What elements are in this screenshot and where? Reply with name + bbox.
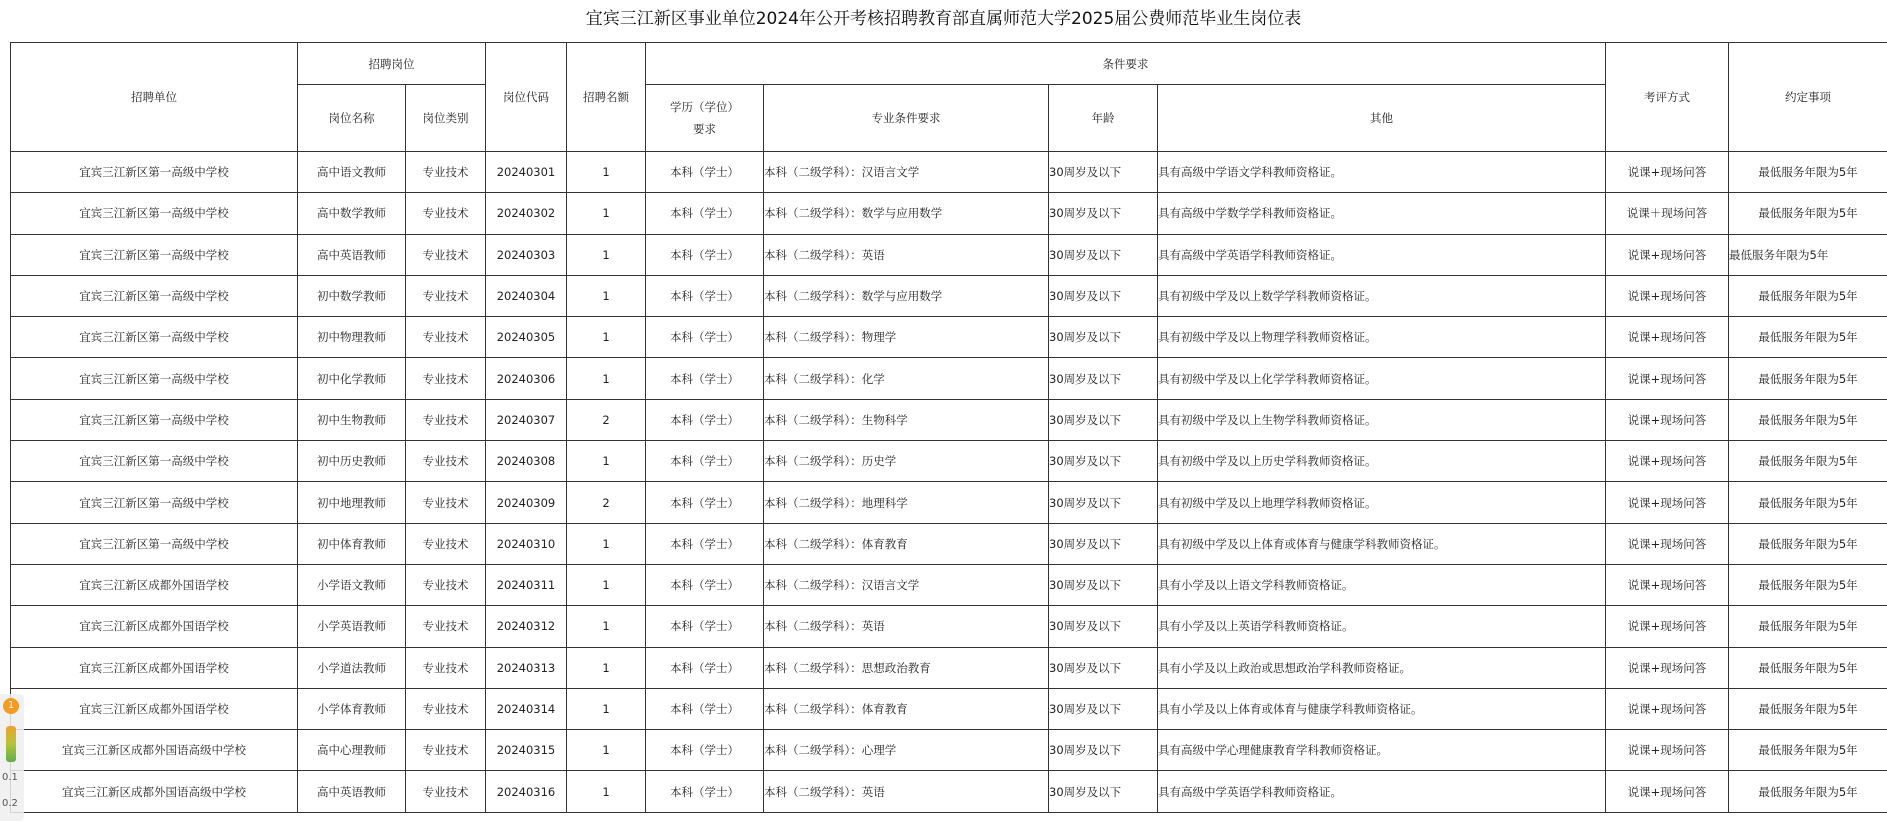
- cell-other: 具有初级中学及以上生物学科教师资格证。: [1158, 399, 1606, 440]
- cell-post-type: 专业技术: [406, 730, 486, 771]
- cell-other: 具有小学及以上政治或思想政治学科教师资格证。: [1158, 647, 1606, 688]
- cell-agreement: 最低服务年限为5年: [1729, 441, 1887, 482]
- cell-post-name: 初中地理教师: [298, 482, 406, 523]
- cell-age: 30周岁及以下: [1049, 771, 1158, 812]
- positions-table: [10, 42, 1887, 813]
- cell-quota: 1: [567, 234, 646, 275]
- level-bar-icon: [6, 726, 16, 762]
- cell-major: 本科（二级学科）：英语: [764, 234, 1049, 275]
- header-post-code: 岗位代码: [486, 43, 567, 152]
- cell-quota: 1: [567, 317, 646, 358]
- cell-post-code: 20240304: [486, 275, 567, 316]
- cell-unit: 宜宾三江新区成都外国语高级中学校: [11, 771, 298, 812]
- cell-major: 本科（二级学科）：体育教育: [764, 688, 1049, 729]
- table-row: [11, 275, 1887, 316]
- cell-post-name: 初中历史教师: [298, 441, 406, 482]
- cell-assessment: 说课+现场问答: [1606, 606, 1729, 647]
- table-row: [11, 771, 1887, 812]
- table-row: [11, 358, 1887, 399]
- cell-post-code: 20240309: [486, 482, 567, 523]
- cell-unit: 宜宾三江新区第一高级中学校: [11, 399, 298, 440]
- table-row: [11, 606, 1887, 647]
- header-quota: 招聘名额: [567, 43, 646, 152]
- cell-other: 具有高级中学数学学科教师资格证。: [1158, 193, 1606, 234]
- cell-agreement: 最低服务年限为5年: [1729, 523, 1887, 564]
- cell-post-name: 初中物理教师: [298, 317, 406, 358]
- table-row: [11, 730, 1887, 771]
- cell-post-type: 专业技术: [406, 317, 486, 358]
- cell-post-code: 20240308: [486, 441, 567, 482]
- cell-post-code: 20240307: [486, 399, 567, 440]
- table-row: [11, 564, 1887, 605]
- cell-education: 本科（学士）: [646, 730, 764, 771]
- table-row: [11, 317, 1887, 358]
- table-row: [11, 193, 1887, 234]
- cell-post-code: 20240316: [486, 771, 567, 812]
- cell-post-type: 专业技术: [406, 441, 486, 482]
- cell-age: 30周岁及以下: [1049, 234, 1158, 275]
- cell-post-code: 20240302: [486, 193, 567, 234]
- cell-post-name: 高中英语教师: [298, 234, 406, 275]
- cell-unit: 宜宾三江新区成都外国语学校: [11, 647, 298, 688]
- cell-age: 30周岁及以下: [1049, 564, 1158, 605]
- cell-education: 本科（学士）: [646, 771, 764, 812]
- cell-post-type: 专业技术: [406, 275, 486, 316]
- cell-unit: 宜宾三江新区第一高级中学校: [11, 152, 298, 193]
- cell-major: 本科（二级学科）：汉语言文学: [764, 152, 1049, 193]
- cell-major: 本科（二级学科）：历史学: [764, 441, 1049, 482]
- cell-other: 具有高级中学英语学科教师资格证。: [1158, 234, 1606, 275]
- cell-education: 本科（学士）: [646, 441, 764, 482]
- cell-agreement: 最低服务年限为5年: [1729, 688, 1887, 729]
- cell-education: 本科（学士）: [646, 152, 764, 193]
- header-age: 年龄: [1049, 85, 1158, 152]
- cell-age: 30周岁及以下: [1049, 317, 1158, 358]
- cell-other: 具有小学及以上体育或体育与健康学科教师资格证。: [1158, 688, 1606, 729]
- cell-post-type: 专业技术: [406, 193, 486, 234]
- cell-education: 本科（学士）: [646, 275, 764, 316]
- cell-quota: 1: [567, 193, 646, 234]
- cell-agreement: 最低服务年限为5年: [1729, 152, 1887, 193]
- header-agreement: 约定事项: [1729, 43, 1887, 152]
- cell-post-code: 20240305: [486, 317, 567, 358]
- cell-unit: 宜宾三江新区第一高级中学校: [11, 482, 298, 523]
- header-major: 专业条件要求: [764, 85, 1049, 152]
- notification-badge[interactable]: 1: [3, 698, 19, 714]
- cell-assessment: 说课+现场问答: [1606, 399, 1729, 440]
- cell-agreement: 最低服务年限为5年: [1729, 606, 1887, 647]
- cell-unit: 宜宾三江新区第一高级中学校: [11, 234, 298, 275]
- cell-assessment: 说课+现场问答: [1606, 730, 1729, 771]
- cell-agreement: 最低服务年限为5年: [1729, 399, 1887, 440]
- cell-quota: 1: [567, 441, 646, 482]
- cell-assessment: 说课＋现场问答: [1606, 193, 1729, 234]
- cell-assessment: 说课+现场问答: [1606, 317, 1729, 358]
- cell-post-name: 初中体育教师: [298, 523, 406, 564]
- cell-other: 具有初级中学及以上化学学科教师资格证。: [1158, 358, 1606, 399]
- cell-agreement: 最低服务年限为5年: [1729, 234, 1887, 275]
- widget-value-top: 0.1: [2, 772, 18, 783]
- cell-unit: 宜宾三江新区第一高级中学校: [11, 358, 298, 399]
- floating-widget[interactable]: [0, 694, 24, 821]
- cell-post-type: 专业技术: [406, 152, 486, 193]
- cell-post-name: 小学语文教师: [298, 564, 406, 605]
- cell-age: 30周岁及以下: [1049, 275, 1158, 316]
- header-education: [646, 85, 764, 152]
- cell-age: 30周岁及以下: [1049, 730, 1158, 771]
- cell-post-name: 小学道法教师: [298, 647, 406, 688]
- cell-post-code: 20240303: [486, 234, 567, 275]
- cell-post-code: 20240311: [486, 564, 567, 605]
- widget-value-bottom: 0.2: [2, 798, 18, 809]
- table-row: [11, 152, 1887, 193]
- cell-major: 本科（二级学科）：地理科学: [764, 482, 1049, 523]
- cell-other: 具有小学及以上英语学科教师资格证。: [1158, 606, 1606, 647]
- cell-post-code: 20240306: [486, 358, 567, 399]
- cell-assessment: 说课+现场问答: [1606, 441, 1729, 482]
- cell-age: 30周岁及以下: [1049, 482, 1158, 523]
- cell-quota: 1: [567, 564, 646, 605]
- cell-post-type: 专业技术: [406, 647, 486, 688]
- cell-age: 30周岁及以下: [1049, 193, 1158, 234]
- cell-post-name: 初中数学教师: [298, 275, 406, 316]
- cell-unit: 宜宾三江新区成都外国语学校: [11, 564, 298, 605]
- header-education-line2: 要求: [693, 122, 716, 136]
- cell-assessment: 说课+现场问答: [1606, 234, 1729, 275]
- cell-major: 本科（二级学科）：英语: [764, 771, 1049, 812]
- header-conditions: 条件要求: [646, 43, 1606, 85]
- cell-agreement: 最低服务年限为5年: [1729, 647, 1887, 688]
- table-row: [11, 523, 1887, 564]
- cell-agreement: 最低服务年限为5年: [1729, 358, 1887, 399]
- cell-unit: 宜宾三江新区第一高级中学校: [11, 523, 298, 564]
- cell-assessment: 说课+现场问答: [1606, 482, 1729, 523]
- cell-assessment: 说课+现场问答: [1606, 688, 1729, 729]
- cell-post-code: 20240301: [486, 152, 567, 193]
- cell-other: 具有高级中学语文学科教师资格证。: [1158, 152, 1606, 193]
- cell-post-name: 小学体育教师: [298, 688, 406, 729]
- cell-post-type: 专业技术: [406, 564, 486, 605]
- cell-post-name: 初中生物教师: [298, 399, 406, 440]
- cell-education: 本科（学士）: [646, 317, 764, 358]
- cell-quota: 1: [567, 152, 646, 193]
- cell-quota: 1: [567, 358, 646, 399]
- cell-post-code: 20240310: [486, 523, 567, 564]
- page-title: 宜宾三江新区事业单位2024年公开考核招聘教育部直属师范大学2025届公费师范毕业生岗位表: [585, 9, 1302, 29]
- cell-post-name: 高中英语教师: [298, 771, 406, 812]
- cell-quota: 1: [567, 523, 646, 564]
- cell-assessment: 说课+现场问答: [1606, 647, 1729, 688]
- cell-assessment: 说课+现场问答: [1606, 523, 1729, 564]
- cell-post-code: 20240314: [486, 688, 567, 729]
- cell-unit: 宜宾三江新区成都外国语高级中学校: [11, 730, 298, 771]
- table-body: [11, 152, 1887, 813]
- cell-post-name: 高中语文教师: [298, 152, 406, 193]
- cell-other: 具有高级中学英语学科教师资格证。: [1158, 771, 1606, 812]
- cell-major: 本科（二级学科）：生物科学: [764, 399, 1049, 440]
- cell-other: 具有初级中学及以上历史学科教师资格证。: [1158, 441, 1606, 482]
- table-row: [11, 688, 1887, 729]
- cell-age: 30周岁及以下: [1049, 523, 1158, 564]
- cell-post-code: 20240312: [486, 606, 567, 647]
- cell-age: 30周岁及以下: [1049, 441, 1158, 482]
- header-assessment: 考评方式: [1606, 43, 1729, 152]
- cell-unit: 宜宾三江新区成都外国语学校: [11, 606, 298, 647]
- cell-major: 本科（二级学科）：数学与应用数学: [764, 275, 1049, 316]
- cell-education: 本科（学士）: [646, 523, 764, 564]
- cell-education: 本科（学士）: [646, 193, 764, 234]
- cell-assessment: 说课+现场问答: [1606, 564, 1729, 605]
- cell-education: 本科（学士）: [646, 234, 764, 275]
- cell-quota: 1: [567, 771, 646, 812]
- cell-education: 本科（学士）: [646, 606, 764, 647]
- cell-education: 本科（学士）: [646, 564, 764, 605]
- cell-assessment: 说课+现场问答: [1606, 771, 1729, 812]
- cell-assessment: 说课+现场问答: [1606, 275, 1729, 316]
- cell-quota: 1: [567, 647, 646, 688]
- cell-unit: 宜宾三江新区第一高级中学校: [11, 441, 298, 482]
- cell-other: 具有初级中学及以上物理学科教师资格证。: [1158, 317, 1606, 358]
- cell-quota: 1: [567, 688, 646, 729]
- cell-agreement: 最低服务年限为5年: [1729, 275, 1887, 316]
- cell-agreement: 最低服务年限为5年: [1729, 564, 1887, 605]
- table-row: [11, 482, 1887, 523]
- cell-age: 30周岁及以下: [1049, 688, 1158, 729]
- cell-post-name: 小学英语教师: [298, 606, 406, 647]
- cell-post-code: 20240313: [486, 647, 567, 688]
- cell-education: 本科（学士）: [646, 358, 764, 399]
- cell-post-type: 专业技术: [406, 771, 486, 812]
- cell-agreement: 最低服务年限为5年: [1729, 317, 1887, 358]
- cell-education: 本科（学士）: [646, 399, 764, 440]
- cell-other: 具有初级中学及以上体育或体育与健康学科教师资格证。: [1158, 523, 1606, 564]
- cell-post-name: 高中心理教师: [298, 730, 406, 771]
- header-other: 其他: [1158, 85, 1606, 152]
- cell-agreement: 最低服务年限为5年: [1729, 730, 1887, 771]
- cell-unit: 宜宾三江新区第一高级中学校: [11, 193, 298, 234]
- cell-education: 本科（学士）: [646, 688, 764, 729]
- cell-major: 本科（二级学科）：思想政治教育: [764, 647, 1049, 688]
- cell-major: 本科（二级学科）：体育教育: [764, 523, 1049, 564]
- header-education-line1: 学历（学位）: [670, 100, 739, 114]
- cell-quota: 1: [567, 730, 646, 771]
- cell-quota: 2: [567, 482, 646, 523]
- cell-age: 30周岁及以下: [1049, 152, 1158, 193]
- cell-assessment: 说课+现场问答: [1606, 358, 1729, 399]
- cell-education: 本科（学士）: [646, 647, 764, 688]
- cell-quota: 1: [567, 606, 646, 647]
- cell-post-type: 专业技术: [406, 399, 486, 440]
- cell-post-type: 专业技术: [406, 606, 486, 647]
- cell-post-name: 高中数学教师: [298, 193, 406, 234]
- cell-post-name: 初中化学教师: [298, 358, 406, 399]
- cell-education: 本科（学士）: [646, 482, 764, 523]
- cell-major: 本科（二级学科）：化学: [764, 358, 1049, 399]
- cell-quota: 2: [567, 399, 646, 440]
- cell-assessment: 说课+现场问答: [1606, 152, 1729, 193]
- cell-post-type: 专业技术: [406, 234, 486, 275]
- cell-post-type: 专业技术: [406, 688, 486, 729]
- cell-quota: 1: [567, 275, 646, 316]
- header-post-name: 岗位名称: [298, 85, 406, 152]
- cell-age: 30周岁及以下: [1049, 358, 1158, 399]
- header-post-group: 招聘岗位: [298, 43, 486, 85]
- cell-major: 本科（二级学科）：英语: [764, 606, 1049, 647]
- cell-other: 具有高级中学心理健康教育学科教师资格证。: [1158, 730, 1606, 771]
- cell-other: 具有小学及以上语文学科教师资格证。: [1158, 564, 1606, 605]
- table-row: [11, 441, 1887, 482]
- cell-post-code: 20240315: [486, 730, 567, 771]
- cell-other: 具有初级中学及以上地理学科教师资格证。: [1158, 482, 1606, 523]
- table-row: [11, 234, 1887, 275]
- cell-unit: 宜宾三江新区第一高级中学校: [11, 317, 298, 358]
- cell-agreement: 最低服务年限为5年: [1729, 771, 1887, 812]
- table-row: [11, 399, 1887, 440]
- header-unit: 招聘单位: [11, 43, 298, 152]
- cell-major: 本科（二级学科）：数学与应用数学: [764, 193, 1049, 234]
- cell-post-type: 专业技术: [406, 482, 486, 523]
- cell-post-type: 专业技术: [406, 358, 486, 399]
- table-row: [11, 647, 1887, 688]
- cell-unit: 宜宾三江新区第一高级中学校: [11, 275, 298, 316]
- cell-major: 本科（二级学科）：心理学: [764, 730, 1049, 771]
- cell-major: 本科（二级学科）：汉语言文学: [764, 564, 1049, 605]
- cell-agreement: 最低服务年限为5年: [1729, 193, 1887, 234]
- cell-major: 本科（二级学科）：物理学: [764, 317, 1049, 358]
- cell-post-type: 专业技术: [406, 523, 486, 564]
- cell-unit: 宜宾三江新区成都外国语学校: [11, 688, 298, 729]
- cell-agreement: 最低服务年限为5年: [1729, 482, 1887, 523]
- header-post-type: 岗位类别: [406, 85, 486, 152]
- cell-age: 30周岁及以下: [1049, 399, 1158, 440]
- cell-age: 30周岁及以下: [1049, 606, 1158, 647]
- cell-age: 30周岁及以下: [1049, 647, 1158, 688]
- cell-other: 具有初级中学及以上数学学科教师资格证。: [1158, 275, 1606, 316]
